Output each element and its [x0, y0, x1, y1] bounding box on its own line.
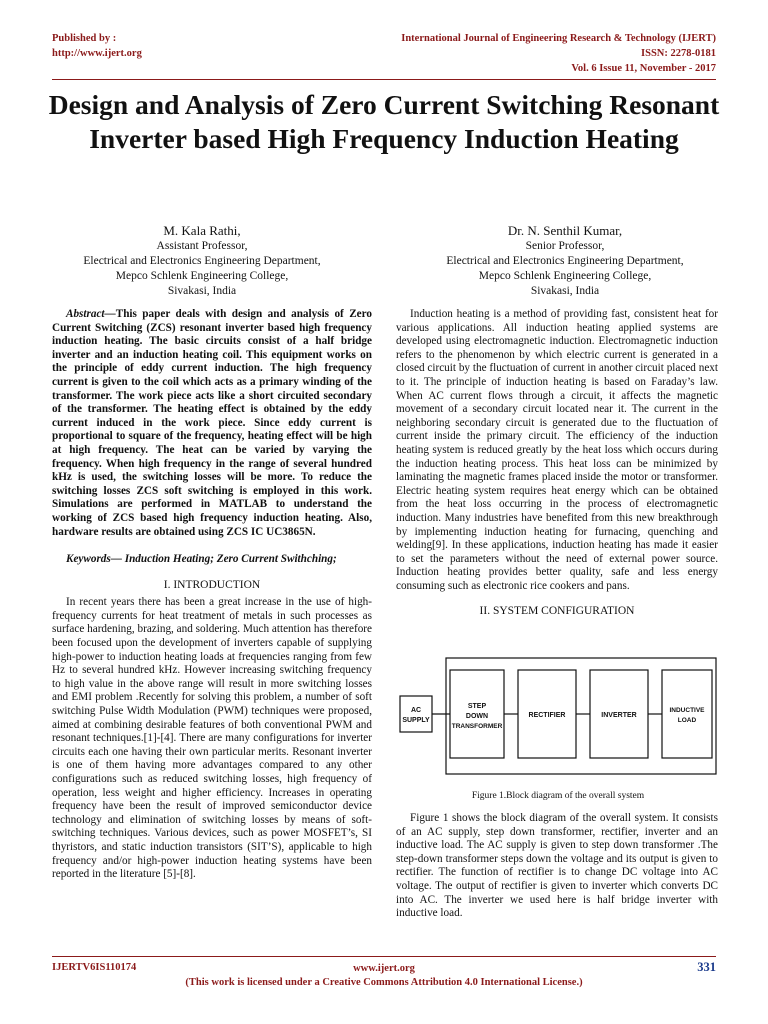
author-name: M. Kala Rathi,	[163, 223, 241, 238]
issn: ISSN: 2278-0181	[641, 48, 716, 59]
left-column	[52, 308, 372, 882]
author-college: Mepco Schlenk Engineering College,	[115, 270, 289, 282]
header-rule	[52, 79, 716, 80]
author-dept: Electrical and Electronics Engineering Department,	[446, 255, 684, 267]
label-transformer: TRANSFORMER	[451, 723, 503, 730]
footer-site-link[interactable]: www.ijert.org	[353, 963, 415, 974]
section-heading-system-configuration: II. SYSTEM CONFIGURATION	[479, 605, 635, 618]
author-college: Mepco Schlenk Engineering College,	[478, 270, 652, 282]
author-role: Assistant Professor,	[156, 240, 248, 252]
abstract-text: This paper deals with design and analysis of Zero Current Switching (ZCS) resonant inverter based high frequency induction heating. The basic circuits consist of a half bridge inverter and an induction heating coil. This equipment works on the principle of eddy current induction. The high frequency current is given to the coil which acts as a primary winding of the transformer. The work piece acts like a short circuited secondary of the transformer. The heating effect is obtained by the eddy current induced in the work piece. Since eddy current is proportional to square of the frequency, heating effect will be high at high frequency. The heat can be varied by varying the frequency. When high frequency in the range of several hundred kHz is used, the switching losses will be more. To reduce the switching losses ZCS soft switching is employed in this work. Simulations are performed in MATLAB to understand the working of ZCS based high frequency induction heating. Also, hardware results are obtained using ZCS IC UC3865N.	[52, 308, 372, 538]
induction-heating-paragraph: Induction heating is a method of providing fast, consistent heat for various applications. All induction heating applied systems are developed using electromagnetic induction. Electromagnetic induction refers to the phenomenon by which electric current is generated in a closed circuit by the fluctuation of current in another circuit placed next to it. The principle of induction heating is based on Faraday’s law. When AC current flows through a circuit, it affects the magnetic movement of a secondary circuit located near it. The current in the neighboring secondary circuit is generated due to the fluctuation of current inside the primary circuit. The efficiency of the induction heating system is reduced greatly by the heat loss which occurs during the induction heating process. This heat loss can be minimized by laminating the magnetic frames placed inside the motor or transformer. Electric heating system requires heat energy which can be obtained from the heat loss occurring in the process of electromagnetic induction. Many industries have benefited from this new breakthrough by implementing induction heating for furnacing, quenching and welding[9]. In these applications, induction heating has made it easier to set the parameters without the need of external power source. Induction heating provides better quality, safe and less energy consuming such as electronic rice cookers and pans.	[396, 308, 718, 592]
label-rectifier: RECTIFIER	[528, 712, 566, 719]
section-heading-introduction: I. INTRODUCTION	[163, 578, 261, 591]
license-text: (This work is licensed under a Creative Commons Attribution 4.0 International License.)	[185, 977, 583, 988]
volume-issue: Vol. 6 Issue 11, November - 2017	[571, 63, 716, 74]
block-diagram	[398, 656, 718, 776]
ac-supply-box	[400, 696, 432, 732]
keywords: Keywords— Induction Heating; Zero Current Swithching;	[66, 553, 337, 566]
label-inverter: INVERTER	[601, 712, 637, 719]
right-column-bottom	[396, 812, 718, 921]
label-supply: SUPPLY	[402, 717, 430, 724]
author-place: Sivakasi, India	[530, 285, 600, 297]
footer-center	[0, 962, 768, 990]
label-ac: AC	[410, 707, 422, 714]
system-configuration-text: Figure 1 shows the block diagram of the overall system. It consists of an AC supply, step down transformer, rectifier, inverter and an inductive load. The AC supply is given to step down transformer .The step-down transformer steps down the voltage and its output is given to rectifier. The function of rectifier is to change DC voltage into AC voltage. The output of rectifier is given to inverter which converts DC into AC. The inverter we used here is half bridge inverter with inductive load.	[396, 812, 718, 920]
author-1	[52, 222, 352, 299]
right-column	[396, 308, 718, 623]
author-role: Senior Professor,	[525, 240, 605, 252]
label-step: STEP	[467, 703, 487, 710]
header-right	[401, 31, 716, 76]
figure-caption: Figure 1.Block diagram of the overall system	[471, 791, 645, 801]
published-by: Published by :	[52, 33, 117, 44]
abstract	[52, 308, 372, 539]
footer-rule	[52, 956, 716, 957]
label-down: DOWN	[465, 713, 489, 720]
header-left	[52, 31, 142, 61]
load-box	[662, 670, 712, 758]
author-name: Dr. N. Senthil Kumar,	[507, 223, 623, 238]
label-inductive: INDUCTIVE	[669, 707, 705, 714]
author-2	[412, 222, 718, 299]
introduction-text: In recent years there has been a great increase in the use of high-frequency currents for heat treatment of metals in such processes as surface hardening, brazing, and soldering. Much attention has therefore been focused upon the development of inverters capable of supplying high-power to induction heating loads at frequencies ranging from few Hz to several hundred kHz. However increasing switching frequency to high value in the above range will result in more switching losses and EMI problem .Recently for solving this problem, a number of soft switching Pulse Width Modulation (PWM) techniques were proposed, aimed at combining desirable features of both conventional PWM and resonant techniques.[1]-[4]. There are many configurations for inverter circuits each one having their own particular merits. Resonant inverter is one of them having more advantages compared to any other configurations such as reduced switching losses, high frequency of operation, less weight and higher efficiency. Increases in operating frequency have been the result of improved semiconductor device technology and elimination of switching losses by means of soft-switching techniques. Various devices, such as power MOSFET’s, SI thyristors, and static induction transistors (SIT’S), applicable to high frequency and/or high-power induction heating systems have been reported in the literature [5]-[8].	[52, 596, 372, 881]
label-load: LOAD	[677, 717, 697, 724]
page-number: 331	[697, 960, 716, 974]
abstract-label: Abstract—	[66, 308, 116, 320]
journal-url-link[interactable]: http://www.ijert.org	[52, 48, 142, 59]
journal-name: International Journal of Engineering Research & Technology (IJERT)	[401, 33, 716, 44]
paper-id: IJERTV6IS110174	[52, 962, 137, 973]
paper-title: Design and Analysis of Zero Current Switching Resonant Inverter based High Frequency Induction Heating	[48, 89, 720, 154]
author-dept: Electrical and Electronics Engineering Department,	[83, 255, 321, 267]
author-place: Sivakasi, India	[167, 285, 237, 297]
